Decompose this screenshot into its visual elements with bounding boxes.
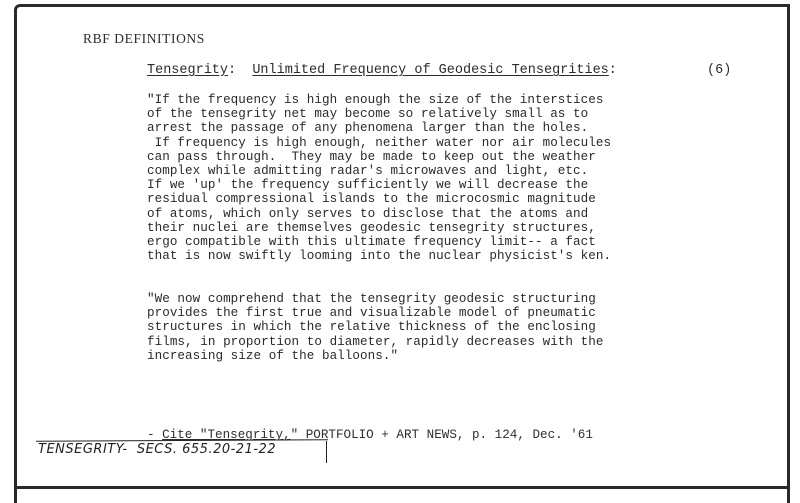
document-header: RBF DEFINITIONS xyxy=(83,31,205,46)
text-line: provides the first true and visualizable model of pneumatic xyxy=(147,306,596,321)
text-line: their nuclei are themselves geodesic tensegrity structures, xyxy=(147,220,596,235)
text-line: If frequency is high enough, neither water nor air molecules xyxy=(147,135,612,150)
citation-title: Cite "Tensegrity, xyxy=(162,428,291,442)
citation-dash: - xyxy=(147,428,163,442)
text-line: "We now comprehend that the tensegrity geodesic structuring xyxy=(147,292,596,306)
next-card-edge xyxy=(14,489,790,503)
quote-paragraph-2 xyxy=(147,292,603,363)
handwritten-note: TENSEGRITY- SECS. 655.20-21-22 xyxy=(38,442,277,457)
text-line: structures in which the relative thickness of the enclosing xyxy=(147,320,596,335)
handwritten-bracket xyxy=(326,441,327,463)
entry-subtitle-colon: : xyxy=(608,63,617,78)
text-line: films, in proportion to diameter, rapidly decreases with the xyxy=(147,334,604,349)
text-line: If we 'up' the frequency sufficiently we will decrease the xyxy=(147,178,589,193)
entry-term-colon: : xyxy=(228,63,237,78)
quote-paragraph-1 xyxy=(147,93,611,263)
text-line: arrest the passage of any phenomena larger than the holes. xyxy=(147,121,589,136)
text-line: of atoms, which only serves to disclose that the atoms and xyxy=(147,206,589,221)
citation-source: " PORTFOLIO + ART NEWS, p. 124, Dec. '61 xyxy=(290,428,593,442)
entry-title xyxy=(147,63,747,78)
text-line: ergo compatible with this ultimate frequency limit-- a fact xyxy=(147,235,596,250)
page-number: (6) xyxy=(707,63,732,78)
text-line: that is now swiftly looming into the nuclear physicist's ken. xyxy=(147,249,612,264)
text-line: increasing size of the balloons." xyxy=(147,348,399,363)
entry-subtitle: Unlimited Frequency of Geodesic Tensegrities xyxy=(252,63,609,78)
text-line: "If the frequency is high enough the size of the interstices xyxy=(147,93,604,107)
entry-term: Tensegrity xyxy=(147,63,229,78)
text-line: can pass through. They may be made to keep out the weather xyxy=(147,149,596,164)
text-line: residual compressional islands to the microcosmic magnitude xyxy=(147,192,596,207)
text-line: of the tensegrity net may become so relatively small as to xyxy=(147,107,589,122)
text-line: complex while admitting radar's microwaves and light, etc. xyxy=(147,164,589,179)
